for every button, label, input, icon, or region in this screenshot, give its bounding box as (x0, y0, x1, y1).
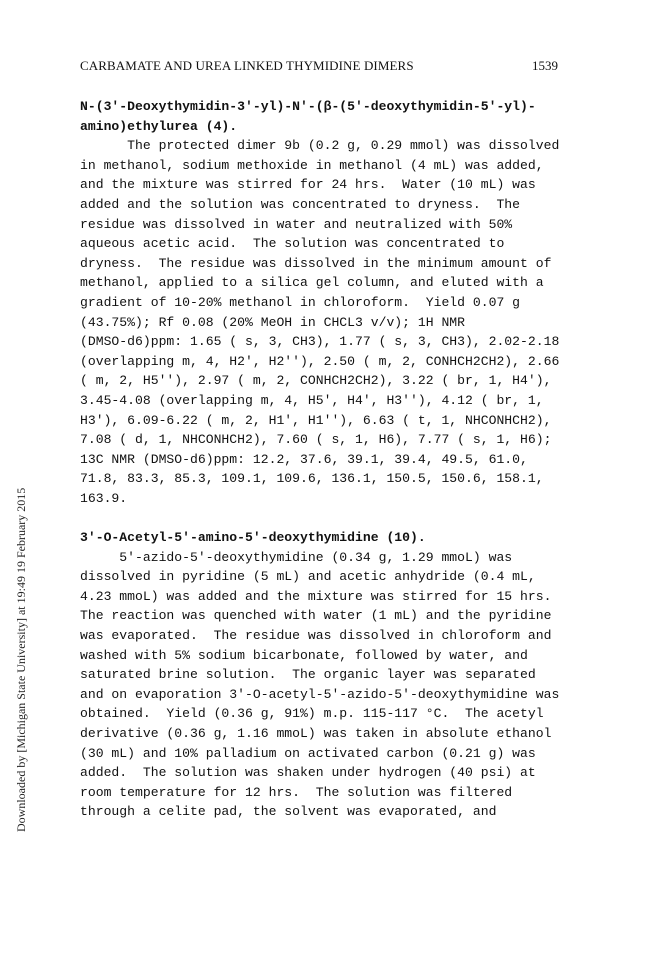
paragraph-line: residue was dissolved in water and neutralized with 50% (80, 216, 513, 232)
paragraph-line: 4.23 mmoL) was added and the mixture was stirred for 15 hrs. (80, 588, 552, 604)
paragraph-line: added. The solution was shaken under hydrogen (40 psi) at (80, 765, 536, 781)
section-heading: 3'-O-Acetyl-5'-amino-5'-deoxythymidine (10). (80, 530, 426, 546)
section-heading-cont: amino)ethylurea (4). (80, 118, 238, 134)
paragraph-line: 5'-azido-5'-deoxythymidine (0.34 g, 1.29 mmoL) was (80, 549, 513, 565)
paragraph-line: room temperature for 12 hrs. The solution was filtered (80, 784, 513, 800)
paragraph-line: saturated brine solution. The organic layer was separated (80, 667, 536, 683)
paragraph-line: (30 mL) and 10% palladium on activated carbon (0.21 g) was (80, 745, 536, 761)
article-body (80, 97, 580, 822)
paragraph-line: ( m, 2, H5''), 2.97 ( m, 2, CONHCH2CH2), 3.22 ( br, 1, H4'), (80, 373, 552, 389)
section-urea-dimer (80, 97, 580, 508)
paragraph-line: dissolved in pyridine (5 mL) and acetic anhydride (0.4 mL, (80, 569, 536, 585)
paragraph-line: (43.75%); Rf 0.08 (20% MeOH in CHCL3 v/v); 1H NMR (80, 314, 466, 330)
paragraph-line: dryness. The residue was dissolved in the minimum amount of (80, 255, 552, 271)
paragraph-line: washed with 5% sodium bicarbonate, followed by water, and (80, 647, 528, 663)
section-spacer (80, 508, 580, 528)
paragraph-line: The reaction was quenched with water (1 mL) and the pyridine (80, 608, 552, 624)
download-note: Downloaded by [Michigan State University] at 19:49 19 February 2015 (14, 487, 28, 832)
paragraph-line: 7.08 ( d, 1, NHCONHCH2), 7.60 ( s, 1, H6), 7.77 ( s, 1, H6); (80, 432, 552, 448)
paragraph-line: aqueous acetic acid. The solution was concentrated to (80, 236, 505, 252)
paragraph-line: 71.8, 83.3, 85.3, 109.1, 109.6, 136.1, 150.5, 150.6, 158.1, (80, 471, 544, 487)
paragraph-line: gradient of 10-20% methanol in chloroform. Yield 0.07 g (80, 294, 521, 310)
paragraph-line: was evaporated. The residue was dissolved in chloroform and (80, 628, 552, 644)
paragraph-line: The protected dimer 9b (0.2 g, 0.29 mmol) was dissolved (80, 138, 560, 154)
section-heading: N-(3'-Deoxythymidin-3'-yl)-N'-(β-(5'-deoxythymidin-5'-yl)- (80, 99, 536, 114)
paragraph-line: H3'), 6.09-6.22 ( m, 2, H1', H1''), 6.63 ( t, 1, NHCONHCH2), (80, 412, 552, 428)
paragraph-line: (overlapping m, 4, H2', H2''), 2.50 ( m, 2, CONHCH2CH2), 2.66 (80, 353, 560, 369)
section-acetyl-amino (80, 528, 580, 822)
paragraph-line: added and the solution was concentrated to dryness. The (80, 196, 521, 212)
paragraph-line: (DMSO-d6)ppm: 1.65 ( s, 3, CH3), 1.77 ( s, 3, CH3), 2.02-2.18 (80, 334, 560, 350)
running-header (80, 58, 558, 78)
paragraph-line: 13C NMR (DMSO-d6)ppm: 12.2, 37.6, 39.1, 39.4, 49.5, 61.0, (80, 451, 528, 467)
paragraph-line: and on evaporation 3'-O-acetyl-5'-azido-5'-deoxythymidine was (80, 686, 560, 702)
paragraph-line: through a celite pad, the solvent was evaporated, and (80, 804, 497, 820)
running-title: CARBAMATE AND UREA LINKED THYMIDINE DIMERS (80, 58, 414, 73)
paragraph-line: derivative (0.36 g, 1.16 mmoL) was taken in absolute ethanol (80, 726, 552, 741)
paragraph-line: and the mixture was stirred for 24 hrs. Water (10 mL) was (80, 177, 536, 193)
paragraph-line: in methanol, sodium methoxide in methanol (4 mL) was added, (80, 157, 544, 173)
page-number: 1539 (532, 58, 558, 73)
paragraph-line: 3.45-4.08 (overlapping m, 4, H5', H4', H3''), 4.12 ( br, 1, (80, 392, 544, 408)
paragraph-line: 163.9. (80, 490, 128, 506)
paragraph-line: obtained. Yield (0.36 g, 91%) m.p. 115-117 °C. The acetyl (80, 706, 544, 722)
paragraph-line: methanol, applied to a silica gel column, and eluted with a (80, 275, 544, 291)
